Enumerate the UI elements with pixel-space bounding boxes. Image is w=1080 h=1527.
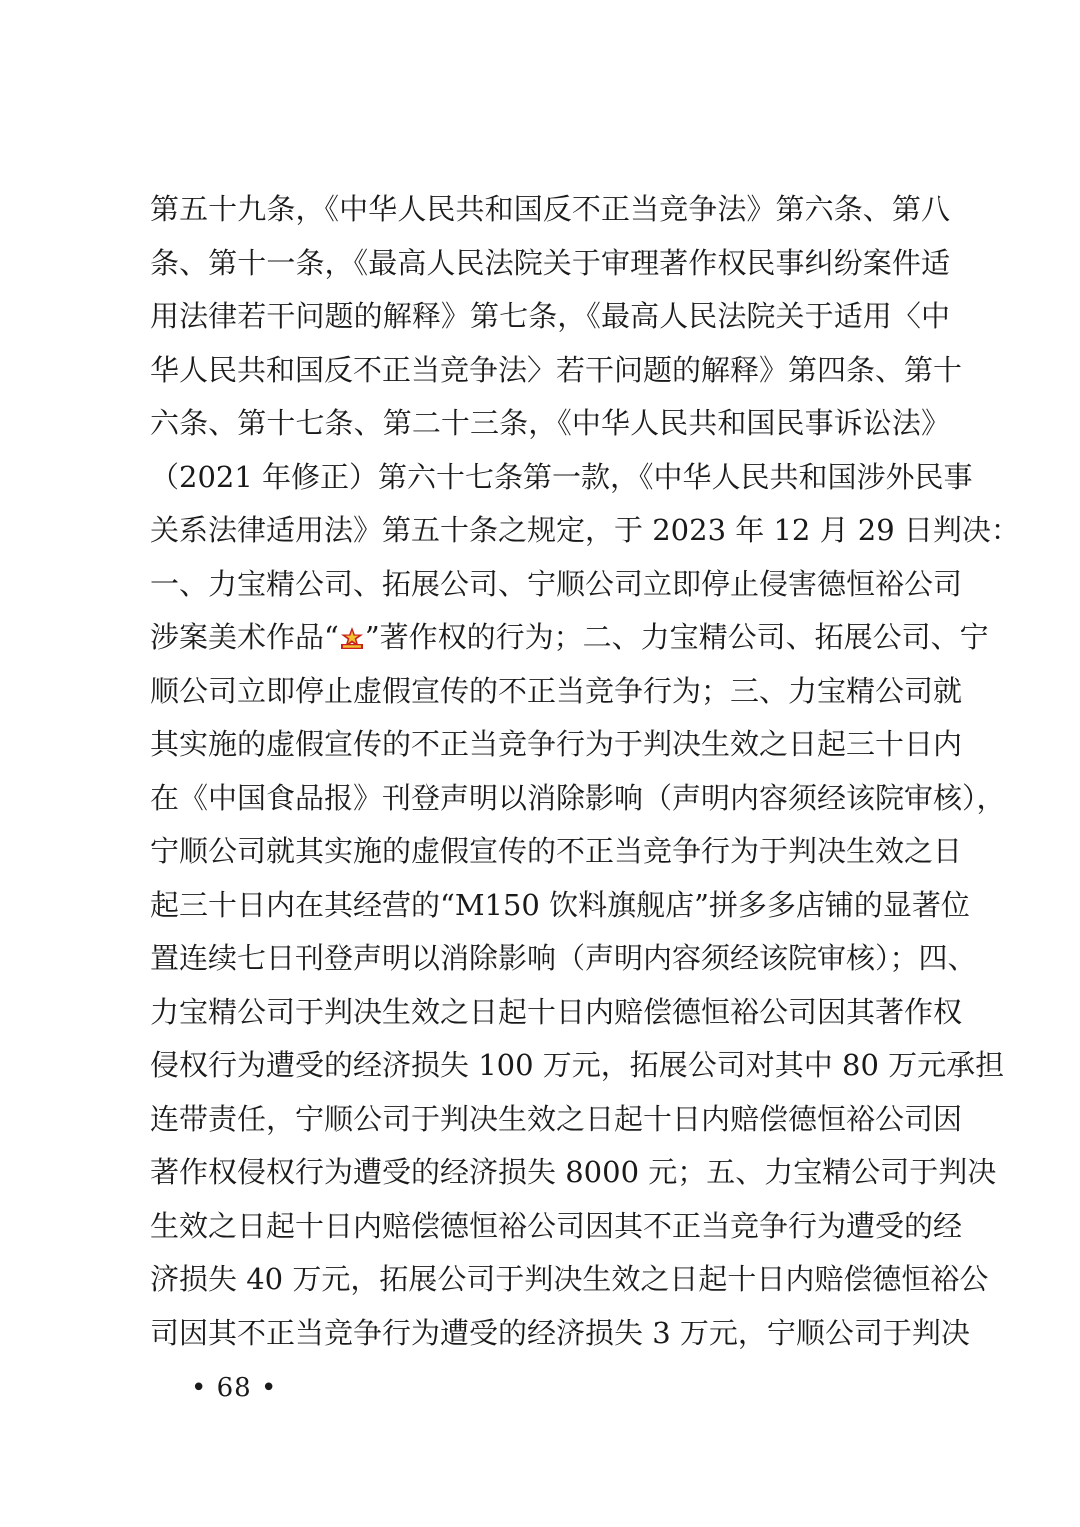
text-line: 连带责任，宁顺公司于判决生效之日起十日内赔偿德恒裕公司因 — [150, 1101, 963, 1136]
text-line: 其实施的虚假宣传的不正当竞争行为于判决生效之日起三十日内 — [150, 727, 963, 761]
star-emblem-icon — [339, 626, 365, 650]
text-line: 宁顺公司就其实施的虚假宣传的不正当竞争行为于判决生效之日 — [150, 834, 963, 868]
text-segment: 涉案美术作品“ — [150, 620, 339, 654]
text-line: 一、力宝精公司、拓展公司、宁顺公司立即停止侵害德恒裕公司 — [150, 566, 963, 601]
text-line: 用法律若干问题的解释》第七条，《最高人民法院关于适用〈中 — [150, 299, 950, 333]
text-line: 顺公司立即停止虚假宣传的不正当竞争行为；三、力宝精公司就 — [150, 673, 963, 708]
text-line: 力宝精公司于判决生效之日起十日内赔偿德恒裕公司因其著作权 — [150, 994, 963, 1029]
text-line: 生效之日起十日内赔偿德恒裕公司因其不正当竞争行为遭受的经 — [150, 1208, 963, 1243]
text-line: 起三十日内在其经营的“M150 饮料旗舰店”拼多多店铺的显著位 — [150, 887, 970, 922]
text-line: 条、第十一条，《最高人民法院关于审理著作权民事纠纷案件适 — [150, 245, 950, 280]
text-line: 在《中国食品报》刊登声明以消除影响（声明内容须经该院审核）， — [150, 780, 1006, 815]
page-number: • 68 • — [191, 1373, 278, 1403]
text-line: 侵权行为遭受的经济损失 100 万元，拓展公司对其中 80 万元承担 — [150, 1048, 1005, 1082]
text-line-with-logo — [150, 611, 989, 665]
text-line: 第五十九条，《中华人民共和国反不正当竞争法》第六条、第八 — [150, 192, 950, 226]
text-segment: ”著作权的行为；二、力宝精公司、拓展公司、宁 — [364, 620, 989, 654]
text-line: 华人民共和国反不正当竞争法〉若干问题的解释》第四条、第十 — [150, 352, 963, 387]
text-line: 司因其不正当竞争行为遭受的经济损失 3 万元，宁顺公司于判决 — [150, 1315, 970, 1350]
text-line: 置连续七日刊登声明以消除影响（声明内容须经该院审核）；四、 — [150, 941, 977, 975]
text-line: 关系法律适用法》第五十条之规定，于 2023 年 12 月 29 日判决： — [150, 513, 1020, 547]
text-line: 济损失 40 万元，拓展公司于判决生效之日起十日内赔偿德恒裕公 — [150, 1262, 989, 1296]
judgment-body-text — [150, 183, 1020, 1360]
text-line: 著作权侵权行为遭受的经济损失 8000 元；五、力宝精公司于判决 — [150, 1155, 997, 1189]
text-line: （2021 年修正）第六十七条第一款，《中华人民共和国涉外民事 — [150, 459, 973, 494]
text-line: 六条、第十七条、第二十三条，《中华人民共和国民事诉讼法》 — [150, 406, 950, 440]
